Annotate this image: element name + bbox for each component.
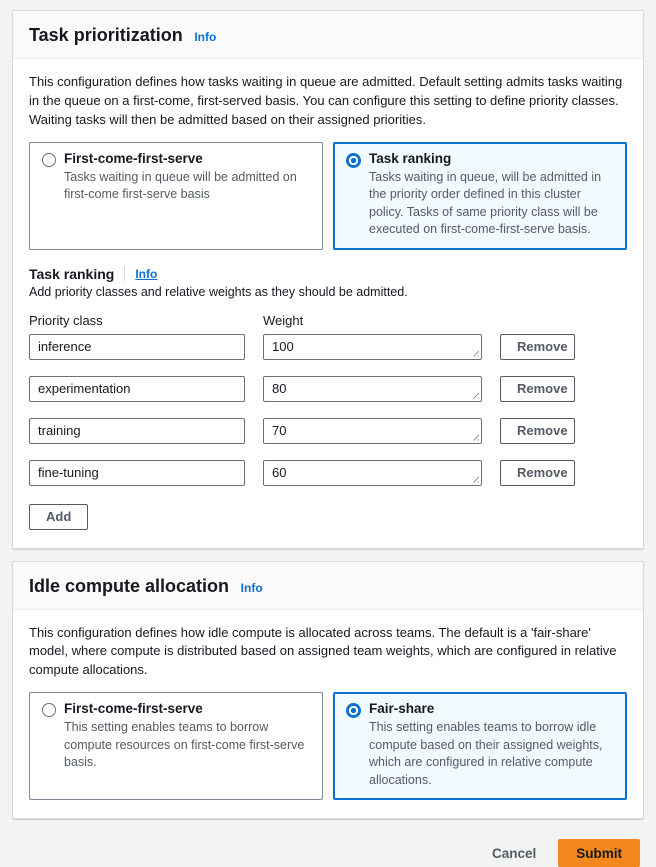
priority-row	[29, 460, 627, 486]
task-ranking-label: Task ranking	[29, 265, 115, 282]
task-ranking-description: Add priority classes and relative weights as they should be admitted.	[29, 284, 408, 299]
priority-row	[29, 418, 627, 444]
weight-input[interactable]	[263, 418, 482, 444]
option-label: First-come-first-serve	[64, 701, 203, 717]
idle-compute-option-tiles	[29, 692, 627, 800]
option-description: This setting enables teams to borrow compute resources on first-come first-serve basis.	[64, 720, 305, 770]
remove-button[interactable]: Remove	[500, 376, 575, 402]
option-description: Tasks waiting in queue, will be admitted in the priority order defined in this cluster policy. Tasks of same priority class will be executed on first-come-first-serve basis.	[369, 169, 602, 237]
idle-compute-title: Idle compute allocation	[29, 575, 230, 596]
label-info-divider	[124, 266, 125, 281]
weight-input[interactable]	[263, 460, 482, 486]
remove-button[interactable]: Remove	[500, 334, 575, 360]
task-prioritization-card	[12, 10, 644, 549]
idle-compute-header	[13, 562, 643, 610]
option-first-come-first-serve[interactable]	[29, 692, 323, 800]
radio-unchecked-icon[interactable]	[42, 703, 56, 717]
option-label: First-come-first-serve	[64, 150, 203, 166]
radio-checked-icon[interactable]	[346, 153, 361, 168]
form-actions	[12, 831, 644, 867]
weight-column-header: Weight	[263, 312, 304, 328]
priority-row	[29, 334, 627, 360]
idle-compute-description: This configuration defines how idle compute is allocated across teams. The default is a 'fair-share' model, where compute is distributed based on assigned team weights, which are configured in relative compute allocations.	[29, 624, 617, 678]
submit-button[interactable]: Submit	[558, 839, 640, 867]
remove-button[interactable]: Remove	[500, 460, 575, 486]
priority-class-input[interactable]	[29, 418, 245, 444]
priority-column-headers	[29, 313, 627, 334]
task-prioritization-info-link[interactable]: Info	[194, 30, 217, 44]
task-ranking-info-link[interactable]: Info	[135, 266, 158, 281]
idle-compute-allocation-card	[12, 561, 644, 820]
option-label: Task ranking	[369, 150, 452, 166]
option-fair-share[interactable]	[333, 692, 627, 800]
weight-input[interactable]	[263, 334, 482, 360]
radio-checked-icon[interactable]	[346, 703, 361, 718]
priority-class-input[interactable]	[29, 460, 245, 486]
idle-compute-info-link[interactable]: Info	[240, 580, 263, 595]
remove-button[interactable]: Remove	[500, 418, 575, 444]
priority-class-column-header: Priority class	[29, 312, 103, 328]
priority-class-input[interactable]	[29, 334, 245, 360]
option-task-ranking[interactable]	[333, 142, 627, 250]
add-button[interactable]: Add	[29, 504, 88, 530]
priority-row	[29, 376, 627, 402]
option-label: Fair-share	[369, 701, 435, 717]
option-first-come-first-serve[interactable]	[29, 142, 323, 250]
admission-option-tiles	[29, 142, 627, 250]
weight-input[interactable]	[263, 376, 482, 402]
task-prioritization-header	[13, 11, 643, 59]
radio-unchecked-icon[interactable]	[42, 153, 56, 167]
cancel-button[interactable]: Cancel	[491, 845, 537, 861]
priority-class-input[interactable]	[29, 376, 245, 402]
option-description: Tasks waiting in queue will be admitted on first-come first-serve basis	[64, 169, 297, 202]
task-prioritization-description: This configuration defines how tasks waiting in queue are admitted. Default setting admits tasks waiting in the queue on a first-come, first-served basis. You can configure this setting to define priority classes. Waiting tasks will then be admitted based on their assigned priorities.	[29, 74, 623, 127]
task-prioritization-title: Task prioritization	[29, 25, 183, 45]
option-description: This setting enables teams to borrow idle compute based on their assigned weights, which are configured in relative compute allocations.	[369, 720, 603, 787]
task-ranking-section-header	[29, 266, 627, 282]
